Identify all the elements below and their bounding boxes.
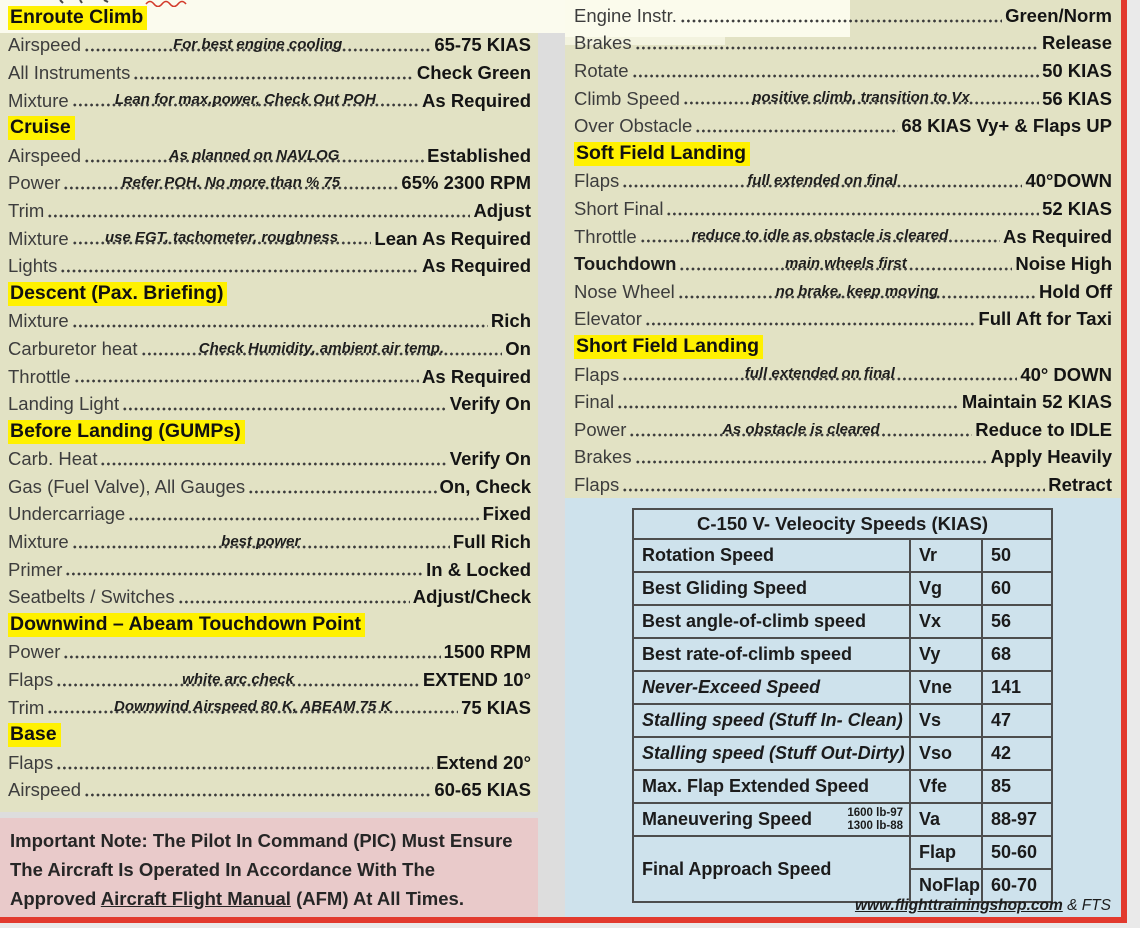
row-label: Mixture [8,227,69,249]
row-value: As Required [422,89,531,111]
section-header-line [8,114,531,142]
row-annotation: main wheels first [785,254,907,272]
section-header: Before Landing (GUMPs) [8,420,245,444]
row-label: Mixture [8,310,69,332]
speed-value-cell: 68 [982,638,1052,671]
row-annotation: full extended on final [747,172,898,190]
row-value: On, Check [439,475,531,497]
row-value: Fixed [482,503,531,525]
table-row [633,539,1052,572]
checklist-row [8,308,531,336]
dotted-leader [47,698,458,716]
speed-symbol-cell: Vy [910,638,982,671]
row-value: Full Aft for Taxi [978,308,1112,330]
row-label: Airspeed [8,144,82,166]
section-header: Cruise [8,116,75,140]
speed-name-cell: Stalling speed (Stuff Out-Dirty) [633,737,910,770]
speed-value-cell: 56 [982,605,1052,638]
checklist-row [8,694,531,722]
checklist-row [574,85,1112,113]
row-value: Check Green [416,61,531,83]
dotted-leader [128,516,479,522]
dotted-leader [74,378,419,384]
table-row [633,671,1052,704]
dotted-leader [635,459,988,465]
row-label: Flaps [574,170,620,192]
dotted-leader [72,91,419,109]
dotted-leader [680,18,1002,24]
row-value: Lean As Required [374,227,531,249]
speed-name-cell: Rotation Speed [633,539,910,572]
footer-url-link[interactable]: www.flighttrainingshop.com [854,897,1063,914]
dotted-leader [632,73,1040,79]
dotted-leader [178,599,410,605]
checklist-row [8,335,531,363]
row-value: 75 KIAS [461,696,531,718]
row-label: Over Obstacle [574,115,693,137]
row-annotation: use EGT, tachometer, roughness [104,229,339,247]
row-annotation: Check Humidity, ambient air temp. [198,339,445,357]
row-annotation: Lean for max.power, Check Out POH [114,91,376,109]
row-label: Nose Wheel [574,280,675,302]
row-value: EXTEND 10° [422,669,531,691]
dotted-leader [72,532,450,550]
section-header: Descent (Pax. Briefing) [8,282,227,306]
row-value: Adjust/Check [412,586,531,608]
checklist-row [8,473,531,501]
row-label: Flaps [574,473,620,495]
row-label: Brakes [574,446,632,468]
speed-value-cell: 50-60 [982,836,1052,869]
row-label: Short Final [574,197,664,219]
row-label: Carb. Heat [8,448,98,470]
checklist-row [574,250,1112,278]
checklist-row [8,197,531,225]
checklist-row [8,777,531,805]
row-label: Elevator [574,308,642,330]
speed-value-cell: 88-97 [982,803,1052,836]
checklist-row [8,749,531,777]
dotted-leader [141,339,503,357]
row-label: Mixture [8,531,69,553]
checklist-row [8,556,531,584]
checklist-row [574,168,1112,196]
speed-symbol-cell: Vso [910,737,982,770]
maneuvering-weight-note [847,807,909,832]
table-row [633,770,1052,803]
footer [855,897,1111,915]
row-value: On [505,337,531,359]
checklist-row [574,223,1112,251]
table-row [633,836,1052,869]
dotted-leader [666,211,1039,217]
table-row [633,572,1052,605]
dotted-leader [56,765,433,771]
dotted-leader [629,420,972,438]
note-text-suffix: (AFM) At All Times. [290,888,464,909]
row-label: Power [8,641,61,663]
dotted-leader [47,213,470,219]
checklist-row [8,87,531,115]
row-label: Climb Speed [574,87,680,109]
row-value: Verify On [449,393,531,415]
row-label: Lights [8,255,58,277]
dotted-leader [635,45,1039,51]
checklist-row [8,170,531,198]
table-row [633,605,1052,638]
dotted-leader [65,571,423,577]
row-value: 56 KIAS [1042,87,1112,109]
table-row [633,803,1052,836]
checklist-row [574,112,1112,140]
row-value: 65% 2300 RPM [401,172,531,194]
row-value: 50 KIAS [1042,59,1112,81]
checklist-row [574,2,1112,30]
dotted-leader [645,321,976,327]
dotted-leader [63,654,440,660]
checklist-row [574,416,1112,444]
speed-name-cell: Best Gliding Speed [633,572,910,605]
left-checklist-column [8,4,531,804]
row-label: Power [574,418,627,440]
checklist-row [8,666,531,694]
row-value: 40°DOWN [1025,170,1112,192]
speed-value-cell: 47 [982,704,1052,737]
row-annotation: Downwind Airspeed 80 K, ABEAM 75 K [114,698,392,716]
speed-name-cell [633,803,910,836]
dotted-leader [56,670,420,688]
row-value: As Required [1003,225,1112,247]
weight-note-line: 1600 lb-97 [847,807,903,819]
speed-name-cell: Best rate-of-climb speed [633,638,910,671]
row-label: Power [8,172,61,194]
section-header: Soft Field Landing [574,142,750,166]
row-value: Green/Norm [1005,4,1112,26]
speed-name-cell: Stalling speed (Stuff In- Clean) [633,704,910,737]
row-label: Flaps [8,751,54,773]
row-annotation: full extended on final [744,365,895,383]
speed-symbol-cell: Vfe [910,770,982,803]
section-header-line [8,4,531,32]
row-label: Seatbelts / Switches [8,586,175,608]
checklist-row [574,195,1112,223]
dotted-leader [622,487,1045,493]
speed-value-cell: 141 [982,671,1052,704]
checklist-row [8,142,531,170]
footer-suffix: & FTS [1062,897,1111,914]
row-label: Trim [8,696,45,718]
checklist-row [8,446,531,474]
checklist-row [8,583,531,611]
dotted-leader [622,172,1022,190]
row-value: 40° DOWN [1020,363,1112,385]
row-label: Mixture [8,89,69,111]
checklist-row [8,639,531,667]
row-label: Landing Light [8,393,120,415]
dotted-leader [84,36,431,54]
row-value: As Required [422,365,531,387]
speed-symbol-cell: Flap [910,836,982,869]
dotted-leader [679,254,1012,272]
checklist-row [574,361,1112,389]
speed-value-cell: 60 [982,572,1052,605]
dotted-leader [84,792,431,798]
row-label: Brakes [574,32,632,54]
red-scribble-remnant [46,0,206,7]
checklist-row [8,225,531,253]
row-annotation: positive climb, transition to Vx [752,89,970,107]
row-value: Maintain 52 KIAS [961,391,1112,413]
speed-value-cell: 50 [982,539,1052,572]
row-value: 60-65 KIAS [434,779,531,801]
section-header-line [8,721,531,749]
dotted-leader [248,489,436,495]
section-header: Enroute Climb [8,6,147,30]
row-label: Trim [8,199,45,221]
row-value: As Required [422,255,531,277]
speed-symbol-cell: Vne [910,671,982,704]
checklist-row [574,278,1112,306]
section-header-line [574,333,1112,361]
row-annotation: white arc check [182,670,294,688]
row-annotation: Refer POH. No more than % 75 [121,174,341,192]
row-annotation: As obstacle is cleared [722,420,880,438]
row-value: Reduce to IDLE [975,418,1112,440]
weight-note-line: 1300 lb-88 [847,819,903,832]
section-header-line [8,611,531,639]
checklist-row [8,528,531,556]
speed-name: Maneuvering Speed [642,809,813,829]
row-value: Verify On [449,448,531,470]
checklist-row [8,501,531,529]
row-value: Noise High [1015,253,1112,275]
checklist-row [574,306,1112,334]
checklist-row [8,390,531,418]
row-label: Flaps [574,363,620,385]
row-value: Rich [490,310,531,332]
row-value: In & Locked [426,558,531,580]
row-value: Retract [1048,473,1112,495]
row-annotation: best power [221,532,301,550]
row-label: Engine Instr. [574,4,677,26]
v-speeds-table-title: C-150 V- Veleocity Speeds (KIAS) [633,509,1052,539]
row-label: Carburetor heat [8,337,138,359]
note-underlined-text: Aircraft Flight Manual [100,888,291,909]
row-label: Rotate [574,59,629,81]
section-header: Base [8,723,61,747]
row-label: Undercarriage [8,503,126,525]
row-label: Final [574,391,615,413]
checklist-row [8,252,531,280]
speed-symbol-cell: Vr [910,539,982,572]
dotted-leader [100,461,446,467]
note-text: Important Note: The Pilot In Command (PIC) Must Ensure The Aircraft Is Operated In Accordance With The Approved [10,830,513,909]
checklist-row [8,32,531,60]
dotted-leader [60,268,419,274]
row-value: 1500 RPM [443,641,531,663]
v-speeds-table [632,508,1053,903]
dotted-leader [622,365,1017,383]
row-label: Primer [8,558,63,580]
checklist-row [574,444,1112,472]
speed-symbol-cell: Vg [910,572,982,605]
table-row [633,704,1052,737]
speed-value-cell: 42 [982,737,1052,770]
row-value: 52 KIAS [1042,197,1112,219]
speed-symbol-cell: Vx [910,605,982,638]
row-annotation: reduce to idle as obstacle is cleared [691,227,949,245]
row-annotation: no brake, keep moving [775,282,939,300]
row-label: Flaps [8,669,54,691]
dotted-leader [63,174,398,192]
row-label: All Instruments [8,61,131,83]
speed-name-cell: Never-Exceed Speed [633,671,910,704]
row-value: Apply Heavily [990,446,1112,468]
speed-symbol-cell: Va [910,803,982,836]
speed-name-cell: Max. Flap Extended Speed [633,770,910,803]
section-header: Downwind – Abeam Touchdown Point [8,613,365,637]
speed-symbol-cell: Vs [910,704,982,737]
row-label: Airspeed [8,779,82,801]
row-value: Extend 20° [436,751,531,773]
row-label: Touchdown [574,253,677,275]
row-annotation: As planned on NAVLOG [168,146,340,164]
checklist-row [574,388,1112,416]
dotted-leader [133,75,414,81]
table-row [633,737,1052,770]
maneuvering-cell [642,807,909,832]
checklist-row [574,471,1112,499]
speed-value-cell: 60-70 [982,869,1052,902]
row-value: Adjust [473,199,531,221]
dotted-leader [695,128,898,134]
row-label: Gas (Fuel Valve), All Gauges [8,475,246,497]
table-row [633,638,1052,671]
right-checklist-column [574,2,1112,499]
row-annotation: For best engine cooling [173,36,343,54]
row-label: Airspeed [8,34,82,56]
speed-name-cell: Final Approach Speed [633,836,910,902]
dotted-leader [84,146,424,164]
speed-name-cell: Best angle-of-climb speed [633,605,910,638]
table-header-row [633,509,1052,539]
row-label: Throttle [8,365,71,387]
speed-value-cell: 85 [982,770,1052,803]
row-label: Throttle [574,225,637,247]
section-header-line [574,140,1112,168]
dotted-leader [122,406,447,412]
section-header-line [8,280,531,308]
speed-symbol-cell: NoFlap [910,869,982,902]
dotted-leader [640,227,1000,245]
section-header: Short Field Landing [574,335,763,359]
dotted-leader [683,89,1039,107]
dotted-leader [72,229,372,247]
checklist-row [8,59,531,87]
section-header-line [8,418,531,446]
checklist-row [8,363,531,391]
row-value: 65-75 KIAS [434,34,531,56]
checklist-row [574,30,1112,58]
row-value: Full Rich [452,531,531,553]
dotted-leader [72,323,488,329]
row-value: Release [1042,32,1112,54]
row-value: Established [427,144,531,166]
row-value: 68 KIAS Vy+ & Flaps UP [901,115,1112,137]
checklist-row [574,57,1112,85]
row-value: Hold Off [1039,280,1112,302]
dotted-leader [617,404,959,410]
dotted-leader [678,282,1036,300]
important-note [10,826,522,913]
